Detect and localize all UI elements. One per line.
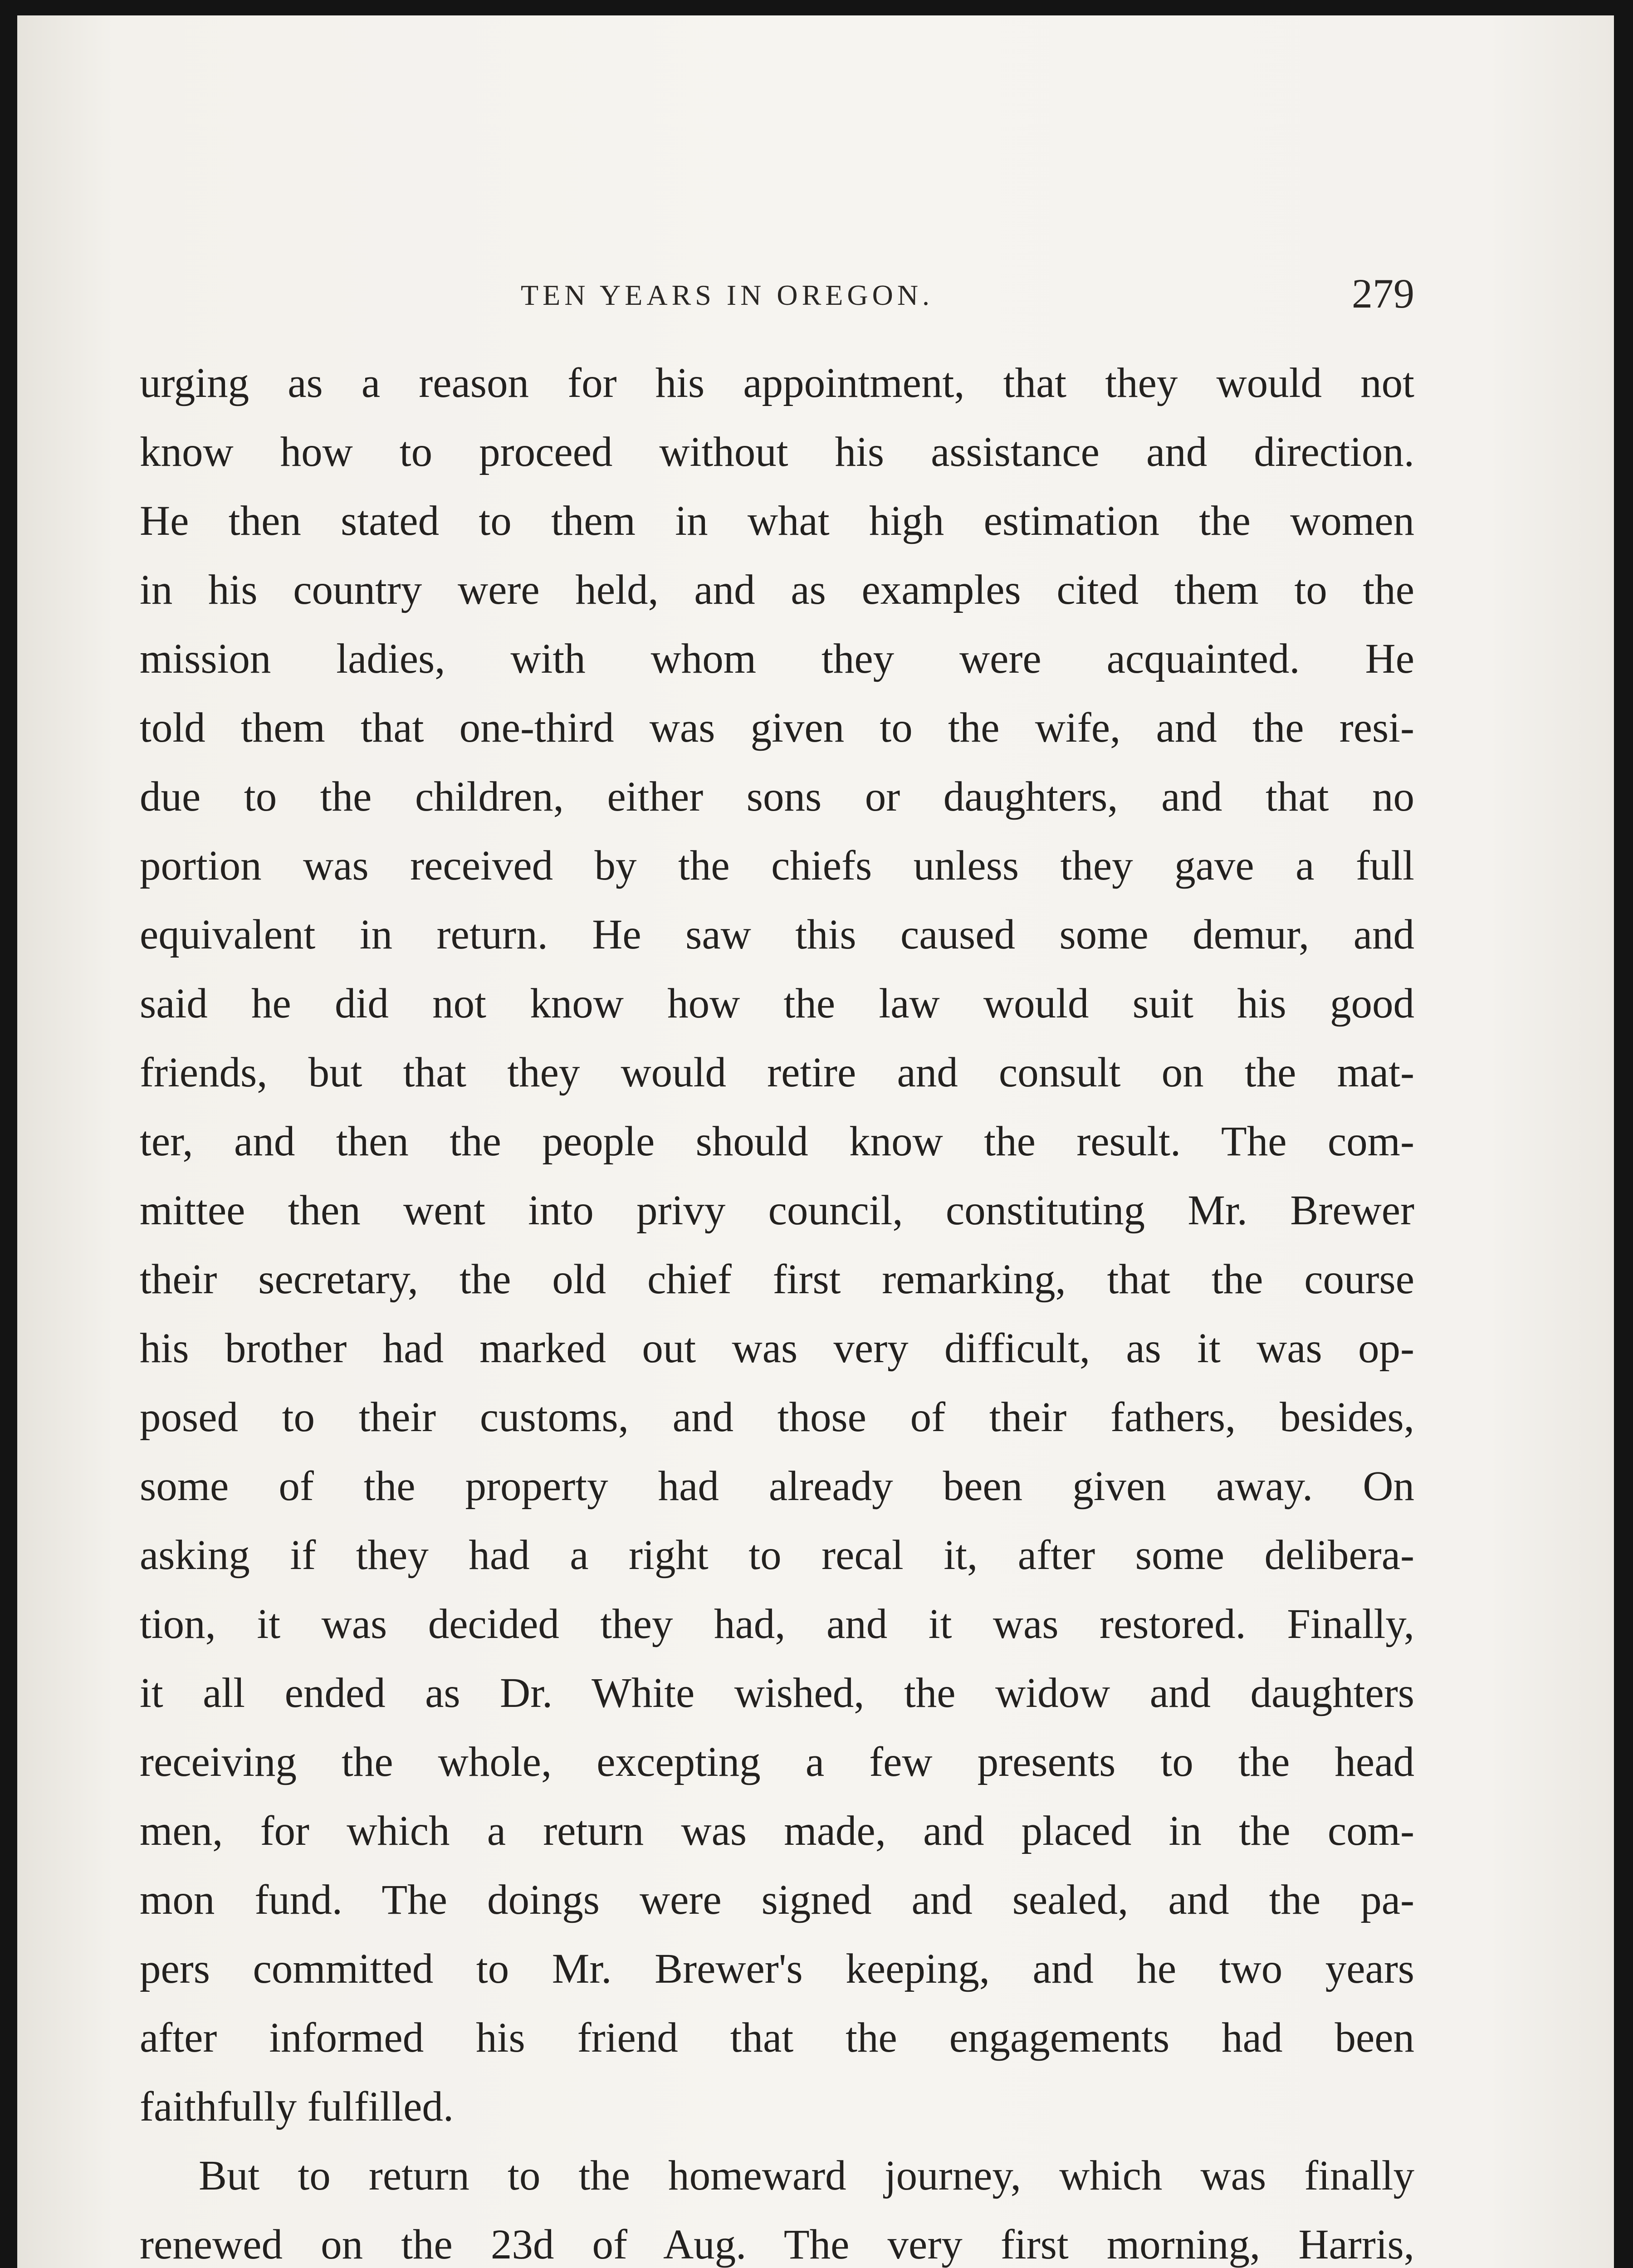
page-number: 279 — [1352, 270, 1414, 317]
page-header — [140, 269, 1414, 328]
text-line: some of the property had already been given away. On — [140, 1463, 1414, 1510]
text-line: men, for which a return was made, and placed in the com- — [140, 1808, 1414, 1854]
running-title: TEN YEARS IN OREGON. — [521, 279, 934, 311]
text-line: renewed on the 23d of Aug. The very first morning, Harris, — [140, 2221, 1414, 2268]
text-line: mon fund. The doings were signed and sealed, and the pa- — [140, 1877, 1414, 1923]
text-line: But to return to the homeward journey, which was finally — [199, 2152, 1414, 2199]
text-line: tion, it was decided they had, and it was restored. Finally, — [140, 1601, 1414, 1647]
text-line: said he did not know how the law would suit his good — [140, 980, 1414, 1027]
text-line: asking if they had a right to recal it, after some delibera- — [140, 1532, 1414, 1579]
text-line: posed to their customs, and those of their fathers, besides, — [140, 1394, 1414, 1441]
text-line: in his country were held, and as examples cited them to the — [140, 567, 1414, 613]
text-line: urging as a reason for his appointment, that they would not — [140, 360, 1414, 406]
text-line: know how to proceed without his assistance and direction. — [140, 429, 1414, 475]
text-line: faithfully fulfilled. — [140, 2083, 454, 2130]
text-line: portion was received by the chiefs unless they gave a full — [140, 842, 1414, 889]
text-line: due to the children, either sons or daughters, and that no — [140, 773, 1414, 820]
text-line: his brother had marked out was very difficult, as it was op- — [140, 1325, 1414, 1372]
text-line: ter, and then the people should know the result. The com- — [140, 1118, 1414, 1165]
text-line: friends, but that they would retire and consult on the mat- — [140, 1049, 1414, 1096]
text-line: their secretary, the old chief first remarking, that the course — [140, 1256, 1414, 1303]
book-page — [17, 15, 1614, 2268]
text-line: mission ladies, with whom they were acquainted. He — [140, 635, 1414, 682]
text-line: pers committed to Mr. Brewer's keeping, and he two years — [140, 1945, 1414, 1992]
body-text — [140, 349, 1414, 2268]
text-line: told them that one-third was given to the wife, and the resi- — [140, 704, 1414, 751]
text-line: it all ended as Dr. White wished, the widow and daughters — [140, 1670, 1414, 1716]
text-line: after informed his friend that the engagements had been — [140, 2014, 1414, 2061]
text-line: He then stated to them in what high estimation the women — [140, 498, 1414, 544]
text-line: receiving the whole, excepting a few presents to the head — [140, 1739, 1414, 1785]
text-line: equivalent in return. He saw this caused some demur, and — [140, 911, 1414, 958]
text-line: mittee then went into privy council, constituting Mr. Brewer — [140, 1187, 1414, 1234]
